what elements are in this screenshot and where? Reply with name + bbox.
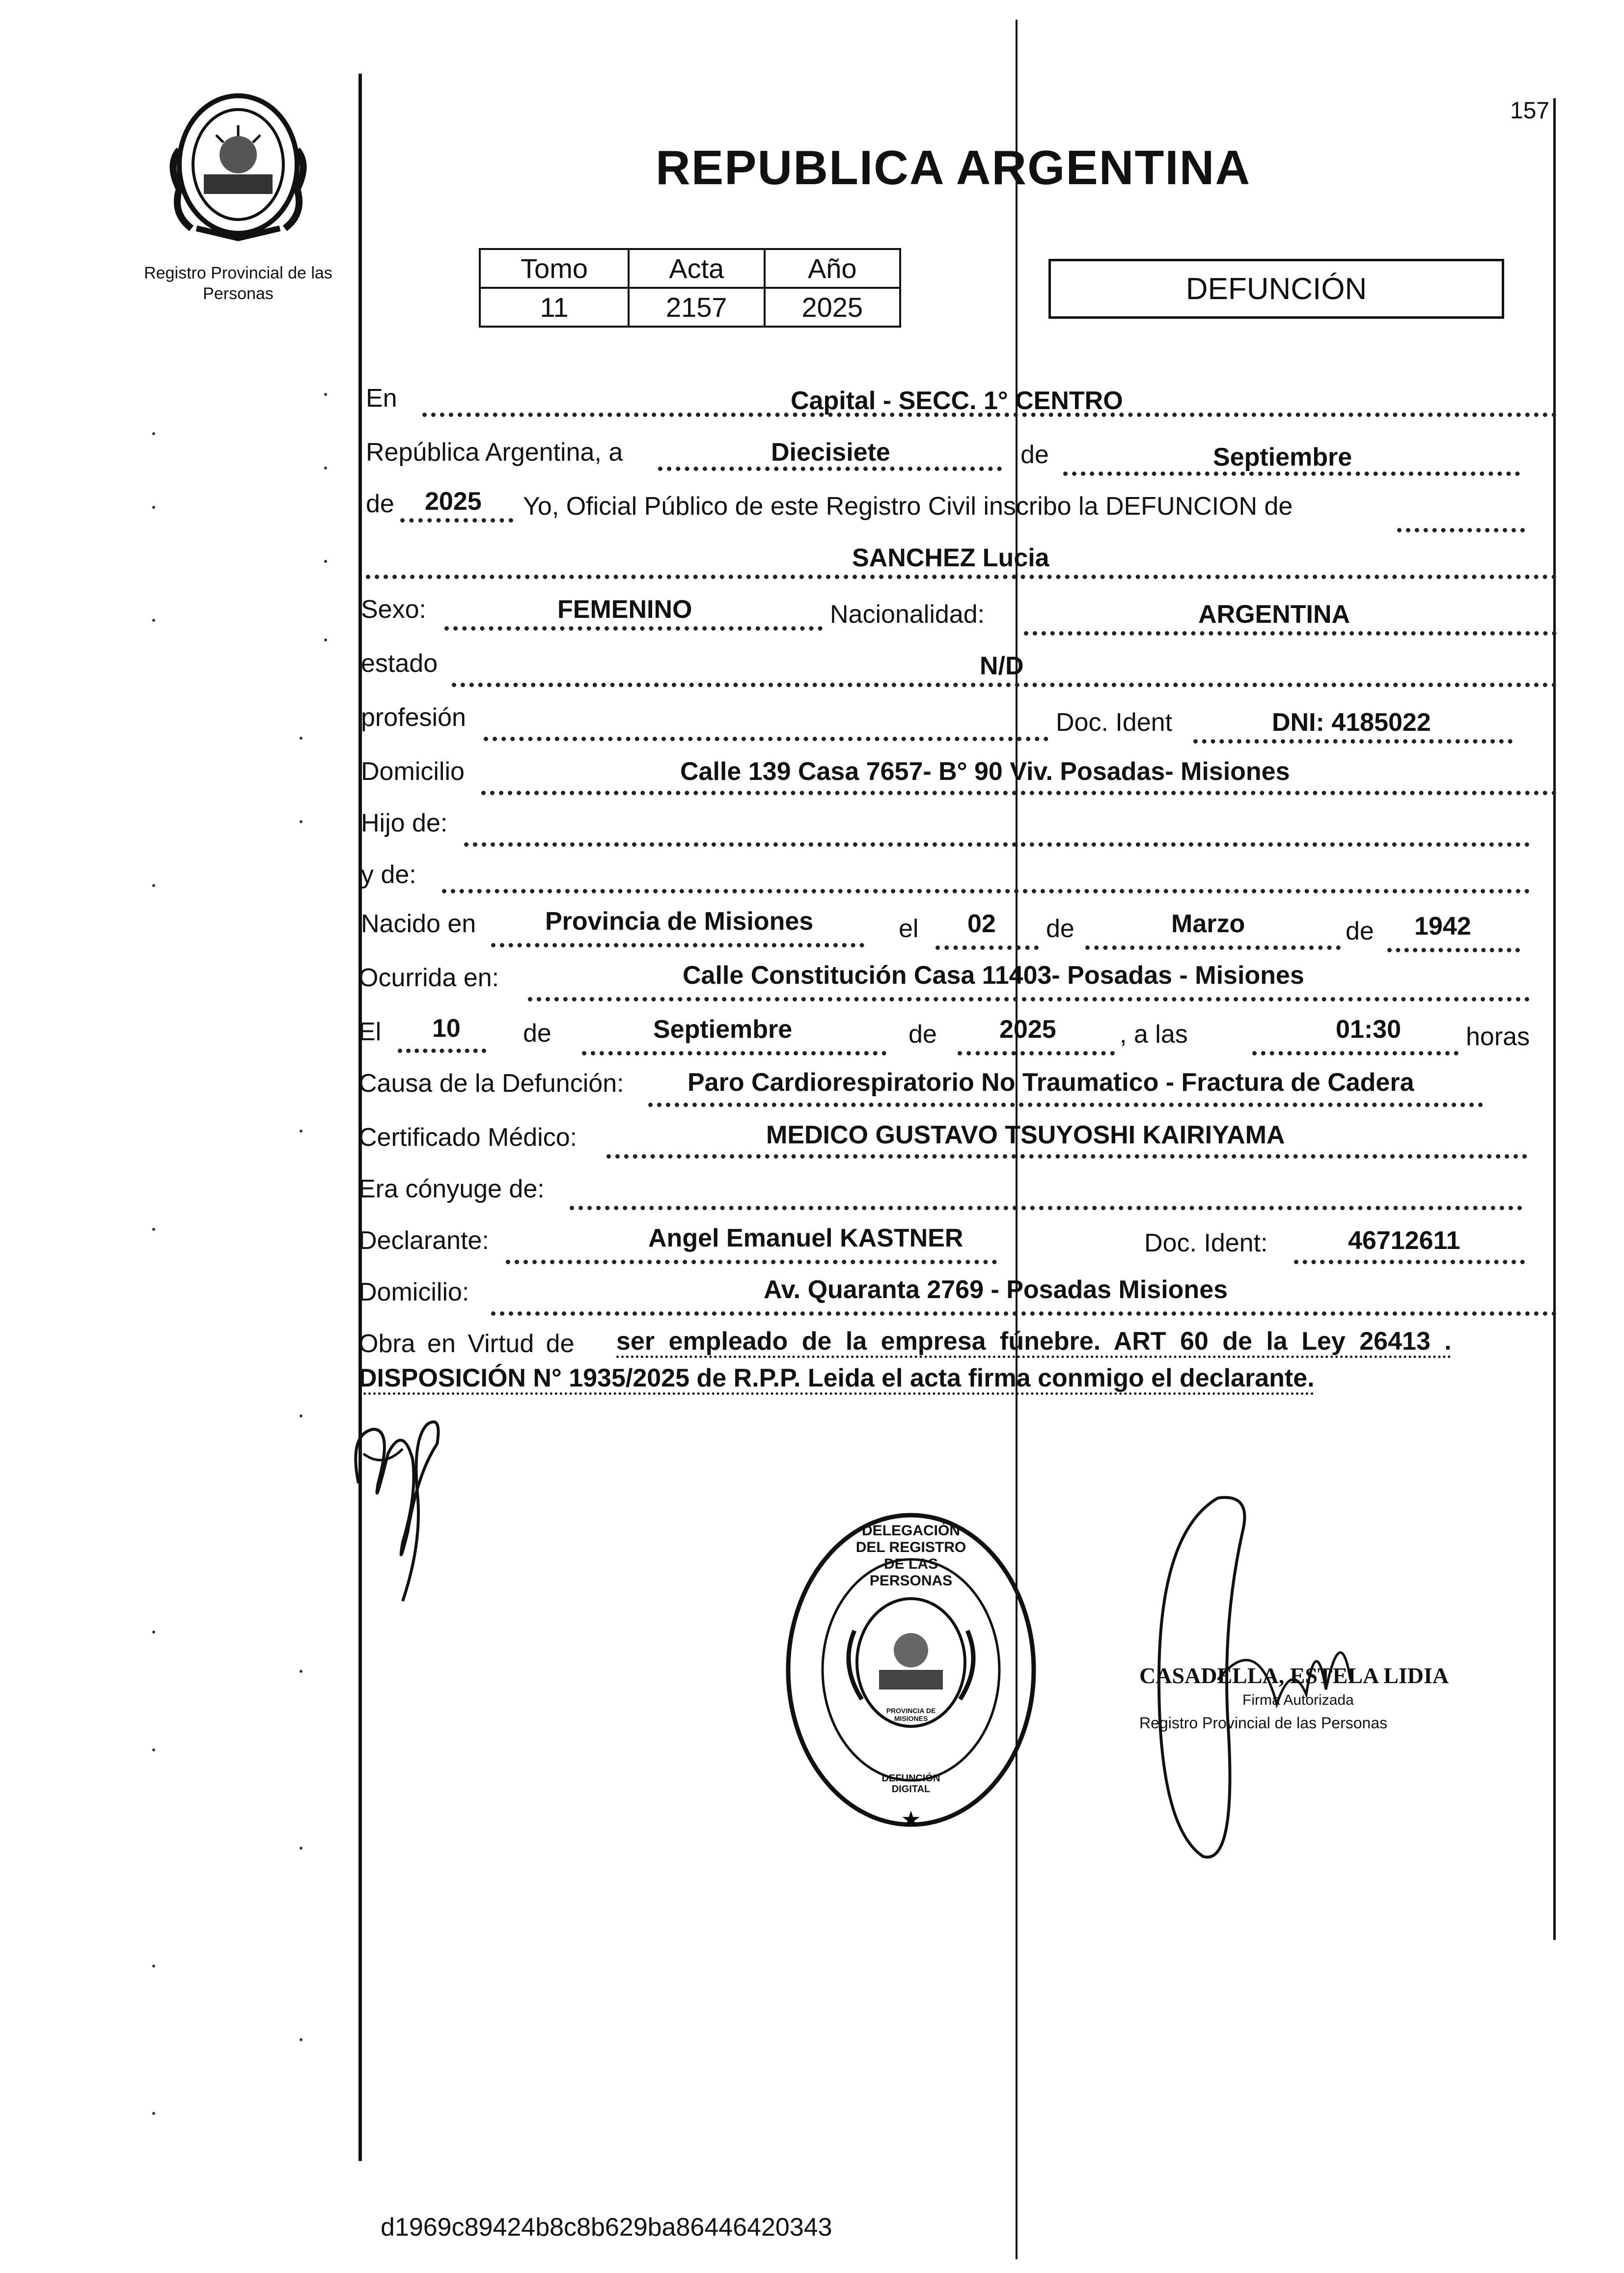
table-header: Año (765, 249, 900, 288)
value-declarante-dom: Av. Quaranta 2769 - Posadas Misiones (764, 1275, 1228, 1304)
value-estado: N/D (980, 652, 1024, 680)
table-header: Acta (629, 249, 764, 288)
stamp-org: Registro Provincial de las Personas (1139, 1714, 1388, 1732)
label-y-de: y de: (361, 860, 416, 889)
value-causa: Paro Cardiorespiratorio No Traumatico - Fractura de Cadera (688, 1068, 1414, 1097)
value-def-dia: 10 (432, 1014, 461, 1043)
value-def-hora: 01:30 (1336, 1015, 1401, 1044)
label-de: de (366, 490, 394, 518)
value-def-mes: Septiembre (653, 1015, 793, 1044)
record-type-box: DEFUNCIÓN (1048, 259, 1504, 319)
right-margin-line (1553, 98, 1556, 1940)
value-dia: Diecisiete (771, 438, 890, 467)
label-el-upper: El (358, 1018, 382, 1046)
value-lugar: Capital - SECC. 1° CENTRO (791, 387, 1123, 415)
value-nacido-mes: Marzo (1171, 910, 1245, 938)
label-causa: Causa de la Defunción: (358, 1069, 624, 1098)
label-de: de (1046, 915, 1074, 943)
label-obra: Obra en Virtud de (358, 1330, 575, 1358)
value-sexo: FEMENINO (557, 595, 692, 624)
svg-text:★: ★ (901, 1806, 921, 1832)
page-number: 157 (1510, 98, 1550, 124)
authorized-signature (1129, 1473, 1463, 1876)
label-certificado: Certificado Médico: (358, 1123, 578, 1152)
label-hijo-de: Hijo de: (361, 809, 448, 837)
value-declarante: Angel Emanuel KASTNER (648, 1224, 963, 1252)
stamp-name: CASADELLA, ESTELA LIDIA (1139, 1663, 1449, 1688)
value-obra-1: ser empleado de la empresa fúnebre. ART 60 de la Ley 26413 . (616, 1327, 1452, 1356)
table-header: Tomo (480, 249, 629, 288)
label-a-las: , a las (1120, 1020, 1188, 1049)
stamp-role: Firma Autorizada (1242, 1692, 1354, 1708)
label-profesion: profesión (361, 703, 466, 732)
document-hash: d1969c89424b8c8b629ba86446420343 (381, 2213, 832, 2242)
value-declarante-doc: 46712611 (1348, 1226, 1460, 1255)
seal-inner-text: DEFUNCIÓN DIGITAL (881, 1773, 940, 1795)
label-republica: República Argentina, a (366, 438, 623, 467)
value-obra-2: DISPOSICIÓN N° 1935/2025 de R.P.P. Leida el acta firma conmigo el declarante. (358, 1364, 1315, 1392)
label-doc-ident: Doc. Ident: (1144, 1229, 1268, 1257)
value-def-anio: 2025 (999, 1015, 1056, 1044)
country-title: REPUBLICA ARGENTINA (656, 140, 1251, 194)
record-table (479, 248, 901, 328)
seal-ring-text: DELEGACIÓN DEL REGISTRO DE LAS PERSONAS (855, 1523, 966, 1589)
value-nacido-anio: 1942 (1414, 912, 1471, 941)
registry-name: Registro Provincial de las Personas (144, 264, 332, 303)
label-oficial: Yo, Oficial Público de este Registro Civil inscribo la DEFUNCION de (523, 492, 1293, 521)
label-estado: estado (361, 649, 438, 678)
label-en: En (366, 384, 397, 413)
value-doc: DNI: 4185022 (1272, 708, 1431, 737)
label-sexo: Sexo: (361, 595, 426, 624)
value-anio: 2025 (425, 487, 482, 516)
value-nacido-dia: 02 (967, 910, 996, 938)
declarant-signature (344, 1395, 457, 1621)
label-de: de (1020, 441, 1049, 469)
label-nacionalidad: Nacionalidad: (830, 600, 985, 629)
province-logo (162, 91, 314, 243)
value-ocurrida: Calle Constitución Casa 11403- Posadas - Misiones (683, 961, 1304, 990)
value-nacionalidad: ARGENTINA (1198, 600, 1350, 629)
label-el: el (899, 915, 919, 943)
label-de: de (1346, 917, 1374, 945)
label-de: de (908, 1020, 937, 1049)
left-margin-line (358, 74, 362, 2161)
anio-value: 2025 (765, 288, 900, 327)
label-nacido-en: Nacido en (361, 910, 476, 938)
seal-center-text: PROVINCIA DE MISIONES (886, 1707, 936, 1722)
value-nombre: SANCHEZ Lucia (852, 544, 1049, 572)
value-domicilio: Calle 139 Casa 7657- B° 90 Viv. Posadas- Misiones (680, 757, 1290, 786)
acta-value: 2157 (629, 288, 764, 327)
label-domicilio: Domicilio (361, 757, 465, 786)
label-de: de (523, 1019, 551, 1048)
label-declarante: Declarante: (358, 1226, 489, 1255)
value-certificado: MEDICO GUSTAVO TSUYOSHI KAIRIYAMA (766, 1121, 1285, 1149)
tomo-value: 11 (480, 288, 629, 327)
label-ocurrida-en: Ocurrida en: (358, 964, 499, 992)
value-nacido-lugar: Provincia de Misiones (545, 907, 814, 936)
label-doc-ident: Doc. Ident (1056, 708, 1173, 737)
official-seal (781, 1508, 1041, 1847)
label-conyuge: Era cónyuge de: (358, 1175, 545, 1203)
label-horas: horas (1466, 1023, 1530, 1051)
label-domicilio: Domicilio: (358, 1278, 469, 1306)
value-mes: Septiembre (1213, 443, 1352, 471)
